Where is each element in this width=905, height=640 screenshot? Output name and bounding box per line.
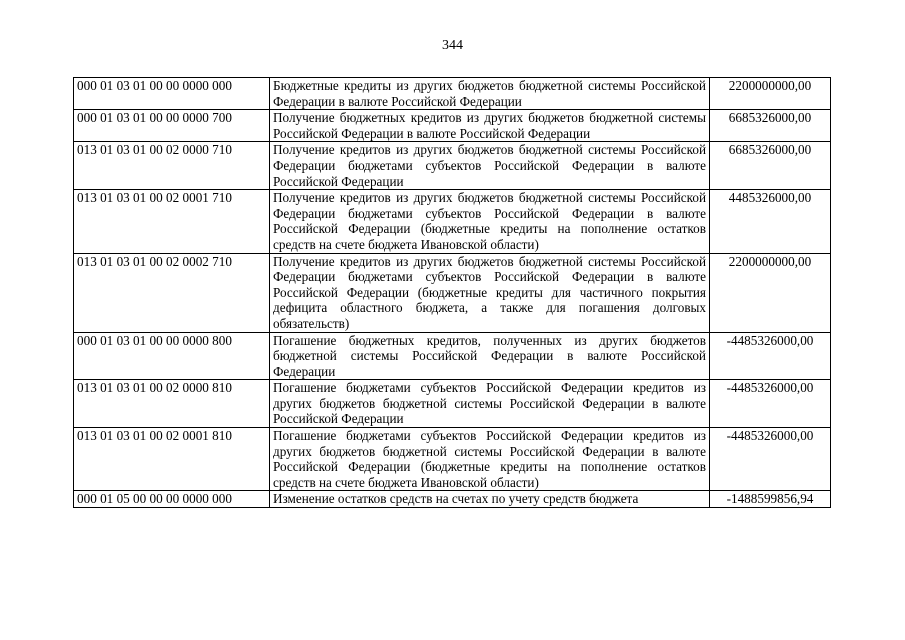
item-name-cell: Получение бюджетных кредитов из других бюджетов бюджетной системы Российской Федерации в валюте Российской Федерации <box>270 110 710 142</box>
table-row <box>74 78 831 110</box>
amount-cell: -4485326000,00 <box>710 380 831 428</box>
table-row <box>74 428 831 491</box>
item-name-cell: Погашение бюджетами субъектов Российской Федерации кредитов из других бюджетов бюджетной системы Российской Федерации в валюте Российской Федерации <box>270 380 710 428</box>
budget-code-cell: 000 01 03 01 00 00 0000 700 <box>74 110 270 142</box>
budget-sources-table <box>73 77 831 508</box>
amount-cell: 2200000000,00 <box>710 78 831 110</box>
amount-cell: 2200000000,00 <box>710 253 831 332</box>
item-name-cell: Бюджетные кредиты из других бюджетов бюджетной системы Российской Федерации в валюте Российской Федерации <box>270 78 710 110</box>
budget-code-cell: 000 01 03 01 00 00 0000 000 <box>74 78 270 110</box>
item-name-cell: Получение кредитов из других бюджетов бюджетной системы Российской Федерации бюджетами субъектов Российской Федерации в валюте Российской Федерации (бюджетные кредиты на пополнение остатков средств на счете бюджета Ивановской области) <box>270 190 710 253</box>
table-row <box>74 491 831 508</box>
table-row <box>74 380 831 428</box>
budget-code-cell: 013 01 03 01 00 02 0001 810 <box>74 428 270 491</box>
table-row <box>74 332 831 380</box>
budget-code-cell: 000 01 05 00 00 00 0000 000 <box>74 491 270 508</box>
budget-code-cell: 013 01 03 01 00 02 0001 710 <box>74 190 270 253</box>
item-name-cell: Изменение остатков средств на счетах по учету средств бюджета <box>270 491 710 508</box>
item-name-cell: Погашение бюджетных кредитов, полученных из других бюджетов бюджетной системы Российской Федерации в валюте Российской Федерации <box>270 332 710 380</box>
table-row <box>74 142 831 190</box>
budget-code-cell: 000 01 03 01 00 00 0000 800 <box>74 332 270 380</box>
amount-cell: 6685326000,00 <box>710 110 831 142</box>
amount-cell: -4485326000,00 <box>710 332 831 380</box>
item-name-cell: Получение кредитов из других бюджетов бюджетной системы Российской Федерации бюджетами субъектов Российской Федерации в валюте Российской Федерации <box>270 142 710 190</box>
amount-cell: 4485326000,00 <box>710 190 831 253</box>
table-row <box>74 110 831 142</box>
amount-cell: -1488599856,94 <box>710 491 831 508</box>
budget-code-cell: 013 01 03 01 00 02 0000 810 <box>74 380 270 428</box>
amount-cell: -4485326000,00 <box>710 428 831 491</box>
table-row <box>74 253 831 332</box>
page-number: 344 <box>442 38 463 53</box>
budget-code-cell: 013 01 03 01 00 02 0000 710 <box>74 142 270 190</box>
table-row <box>74 190 831 253</box>
item-name-cell: Погашение бюджетами субъектов Российской Федерации кредитов из других бюджетов бюджетной системы Российской Федерации в валюте Российской Федерации (бюджетные кредиты на пополнение остатков средств на счете бюджета Ивановской области) <box>270 428 710 491</box>
item-name-cell: Получение кредитов из других бюджетов бюджетной системы Российской Федерации бюджетами субъектов Российской Федерации в валюте Российской Федерации (бюджетные кредиты для частичного покрытия дефицита областного бюджета, а также для погашения долговых обязательств) <box>270 253 710 332</box>
budget-code-cell: 013 01 03 01 00 02 0002 710 <box>74 253 270 332</box>
amount-cell: 6685326000,00 <box>710 142 831 190</box>
